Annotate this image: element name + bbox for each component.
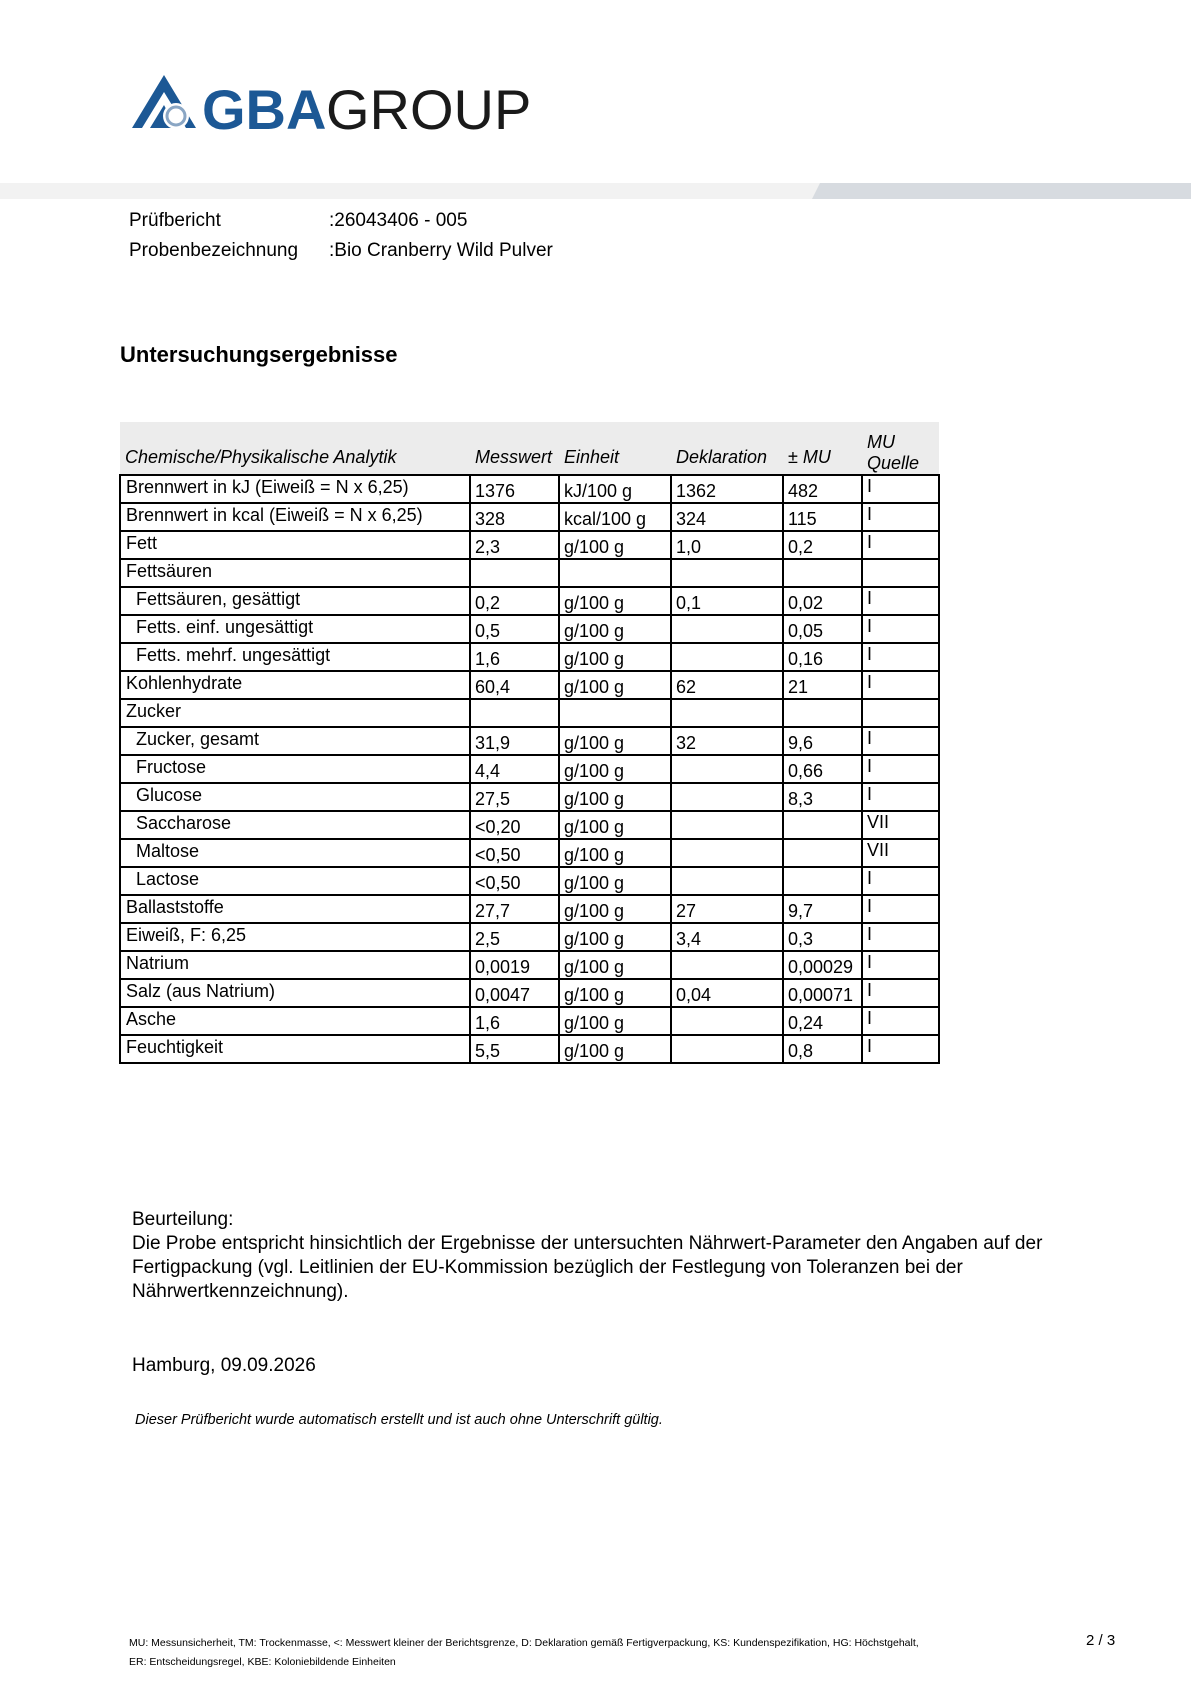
table-row	[120, 839, 939, 867]
mu-cell: 0,02	[783, 587, 862, 615]
parameter-cell: Fettsäuren	[120, 559, 470, 587]
declaration-cell	[671, 699, 783, 727]
company-logo	[130, 72, 570, 152]
mu-source-cell: I	[862, 1035, 939, 1063]
mu-cell: 0,05	[783, 615, 862, 643]
parameter-cell: Fettsäuren, gesättigt	[120, 587, 470, 615]
mu-source-cell: I	[862, 951, 939, 979]
mu-cell	[783, 699, 862, 727]
unit-cell	[559, 699, 671, 727]
unit-cell: g/100 g	[559, 727, 671, 755]
unit-cell: g/100 g	[559, 1035, 671, 1063]
measured-cell: 328	[470, 503, 559, 531]
declaration-cell	[671, 1035, 783, 1063]
measured-cell: 0,0019	[470, 951, 559, 979]
mu-source-cell: I	[862, 895, 939, 923]
auto-generated-note: Dieser Prüfbericht wurde automatisch erstellt und ist auch ohne Unterschrift gültig.	[135, 1412, 663, 1428]
measured-cell: 27,7	[470, 895, 559, 923]
footer-legend-line: ER: Entscheidungsregel, KBE: Koloniebildende Einheiten	[129, 1656, 396, 1668]
mu-source-cell: I	[862, 475, 939, 503]
measured-cell	[470, 699, 559, 727]
parameter-cell: Asche	[120, 1007, 470, 1035]
footer-legend-line: MU: Messunsicherheit, TM: Trockenmasse, <: Messwert kleiner der Berichtsgrenze, D: Deklaration gemäß Fertigverpackung, KS: Kundenspezifikation, HG: Höchstgehalt,	[129, 1637, 919, 1649]
parameter-cell: Feuchtigkeit	[120, 1035, 470, 1063]
sample-name-label: Probenbezeichnung	[129, 240, 299, 261]
table-row	[120, 699, 939, 727]
mu-source-cell: VII	[862, 839, 939, 867]
unit-cell: g/100 g	[559, 587, 671, 615]
unit-cell: g/100 g	[559, 615, 671, 643]
mu-cell: 0,8	[783, 1035, 862, 1063]
mu-cell: 0,2	[783, 531, 862, 559]
declaration-cell: 62	[671, 671, 783, 699]
declaration-cell	[671, 559, 783, 587]
measured-cell: 31,9	[470, 727, 559, 755]
mu-cell: 8,3	[783, 783, 862, 811]
declaration-cell	[671, 1007, 783, 1035]
parameter-cell: Salz (aus Natrium)	[120, 979, 470, 1007]
table-row	[120, 475, 939, 503]
header-parameter: Chemische/Physikalische Analytik	[120, 422, 470, 475]
parameter-cell: Natrium	[120, 951, 470, 979]
unit-cell: g/100 g	[559, 951, 671, 979]
report-number-value: :26043406 - 005	[329, 210, 468, 231]
table-row	[120, 643, 939, 671]
table-row	[120, 1035, 939, 1063]
parameter-cell: Glucose	[120, 783, 470, 811]
declaration-cell	[671, 811, 783, 839]
header-band	[0, 183, 1191, 199]
assessment-block	[132, 1208, 1082, 1304]
place-date: Hamburg, 09.09.2026	[132, 1355, 316, 1376]
declaration-cell: 27	[671, 895, 783, 923]
unit-cell: g/100 g	[559, 923, 671, 951]
table-row	[120, 867, 939, 895]
mu-cell: 0,24	[783, 1007, 862, 1035]
measured-cell: 1,6	[470, 1007, 559, 1035]
parameter-cell: Brennwert in kcal (Eiweiß = N x 6,25)	[120, 503, 470, 531]
mu-source-cell: I	[862, 755, 939, 783]
measured-cell: <0,50	[470, 867, 559, 895]
declaration-cell	[671, 783, 783, 811]
mu-source-cell: I	[862, 1007, 939, 1035]
table-row	[120, 895, 939, 923]
declaration-cell: 0,04	[671, 979, 783, 1007]
table-row	[120, 559, 939, 587]
unit-cell: g/100 g	[559, 671, 671, 699]
table-row	[120, 923, 939, 951]
measured-cell: <0,20	[470, 811, 559, 839]
mu-source-cell: VII	[862, 811, 939, 839]
mu-source-cell: I	[862, 531, 939, 559]
page-number: 2 / 3	[1086, 1632, 1116, 1649]
parameter-cell: Maltose	[120, 839, 470, 867]
parameter-cell: Lactose	[120, 867, 470, 895]
table-row	[120, 1007, 939, 1035]
measured-cell: 4,4	[470, 755, 559, 783]
unit-cell: g/100 g	[559, 1007, 671, 1035]
unit-cell: kJ/100 g	[559, 475, 671, 503]
mu-cell	[783, 811, 862, 839]
mu-source-cell	[862, 699, 939, 727]
table-row	[120, 671, 939, 699]
gba-triangle-logo-icon	[130, 72, 570, 152]
mu-source-cell: I	[862, 727, 939, 755]
measured-cell: 27,5	[470, 783, 559, 811]
mu-cell: 0,66	[783, 755, 862, 783]
declaration-cell: 3,4	[671, 923, 783, 951]
mu-cell	[783, 559, 862, 587]
assessment-text: Die Probe entspricht hinsichtlich der Ergebnisse der untersuchten Nährwert-Parameter den Angaben auf der Fertigpackung (vgl. Leitlinien der EU-Kommission bezüglich der Festlegung von Toleranzen bei der Nährwertkennzeichnung).	[132, 1233, 1043, 1302]
declaration-cell	[671, 755, 783, 783]
mu-cell: 115	[783, 503, 862, 531]
mu-source-cell: I	[862, 643, 939, 671]
unit-cell: g/100 g	[559, 531, 671, 559]
mu-cell: 21	[783, 671, 862, 699]
declaration-cell	[671, 615, 783, 643]
measured-cell: 0,2	[470, 587, 559, 615]
declaration-cell	[671, 951, 783, 979]
measured-cell: <0,50	[470, 839, 559, 867]
assessment-heading: Beurteilung:	[132, 1209, 234, 1230]
mu-cell: 0,16	[783, 643, 862, 671]
unit-cell: g/100 g	[559, 895, 671, 923]
mu-source-cell	[862, 559, 939, 587]
brand-name-bold: GBA	[202, 78, 327, 141]
mu-cell: 0,3	[783, 923, 862, 951]
parameter-cell: Kohlenhydrate	[120, 671, 470, 699]
header-mu-source: MU Quelle	[862, 422, 939, 475]
mu-source-cell: I	[862, 587, 939, 615]
mu-source-cell: I	[862, 783, 939, 811]
sample-name-value: :Bio Cranberry Wild Pulver	[329, 240, 553, 261]
header-declaration: Deklaration	[671, 422, 783, 475]
mu-source-cell: I	[862, 503, 939, 531]
header-mu: ± MU	[783, 422, 862, 475]
unit-cell: g/100 g	[559, 867, 671, 895]
unit-cell: g/100 g	[559, 755, 671, 783]
declaration-cell	[671, 643, 783, 671]
table-row	[120, 531, 939, 559]
mu-cell: 9,7	[783, 895, 862, 923]
report-number-label: Prüfbericht	[129, 210, 221, 231]
declaration-cell	[671, 839, 783, 867]
parameter-cell: Zucker	[120, 699, 470, 727]
declaration-cell: 32	[671, 727, 783, 755]
mu-cell: 482	[783, 475, 862, 503]
table-row	[120, 615, 939, 643]
declaration-cell: 1362	[671, 475, 783, 503]
parameter-cell: Saccharose	[120, 811, 470, 839]
table-row	[120, 755, 939, 783]
parameter-cell: Zucker, gesamt	[120, 727, 470, 755]
measured-cell: 0,5	[470, 615, 559, 643]
table-row	[120, 979, 939, 1007]
unit-cell: g/100 g	[559, 643, 671, 671]
table-row	[120, 727, 939, 755]
table-row	[120, 783, 939, 811]
measured-cell: 1,6	[470, 643, 559, 671]
unit-cell: g/100 g	[559, 783, 671, 811]
mu-cell	[783, 867, 862, 895]
unit-cell	[559, 559, 671, 587]
declaration-cell	[671, 867, 783, 895]
parameter-cell: Ballaststoffe	[120, 895, 470, 923]
mu-cell: 0,00029	[783, 951, 862, 979]
unit-cell: g/100 g	[559, 839, 671, 867]
section-title: Untersuchungsergebnisse	[120, 342, 398, 367]
table-row	[120, 811, 939, 839]
unit-cell: g/100 g	[559, 811, 671, 839]
mu-source-cell: I	[862, 671, 939, 699]
mu-cell	[783, 839, 862, 867]
results-table	[119, 422, 940, 1064]
header-unit: Einheit	[559, 422, 671, 475]
header-measured: Messwert	[470, 422, 559, 475]
measured-cell: 2,3	[470, 531, 559, 559]
mu-source-cell: I	[862, 615, 939, 643]
mu-cell: 9,6	[783, 727, 862, 755]
results-body	[120, 475, 939, 1063]
measured-cell	[470, 559, 559, 587]
declaration-cell: 0,1	[671, 587, 783, 615]
parameter-cell: Fetts. einf. ungesättigt	[120, 615, 470, 643]
parameter-cell: Brennwert in kJ (Eiweiß = N x 6,25)	[120, 475, 470, 503]
parameter-cell: Eiweiß, F: 6,25	[120, 923, 470, 951]
parameter-cell: Fett	[120, 531, 470, 559]
declaration-cell: 324	[671, 503, 783, 531]
table-header-row	[120, 422, 939, 475]
measured-cell: 1376	[470, 475, 559, 503]
mu-source-cell: I	[862, 923, 939, 951]
table-row	[120, 587, 939, 615]
mu-source-cell: I	[862, 867, 939, 895]
measured-cell: 5,5	[470, 1035, 559, 1063]
table-row	[120, 503, 939, 531]
measured-cell: 60,4	[470, 671, 559, 699]
mu-source-cell: I	[862, 979, 939, 1007]
measured-cell: 0,0047	[470, 979, 559, 1007]
footer-legend	[129, 1634, 999, 1672]
table-row	[120, 951, 939, 979]
declaration-cell: 1,0	[671, 531, 783, 559]
parameter-cell: Fetts. mehrf. ungesättigt	[120, 643, 470, 671]
brand-name-light: GROUP	[326, 78, 532, 141]
measured-cell: 2,5	[470, 923, 559, 951]
unit-cell: kcal/100 g	[559, 503, 671, 531]
parameter-cell: Fructose	[120, 755, 470, 783]
mu-cell: 0,00071	[783, 979, 862, 1007]
unit-cell: g/100 g	[559, 979, 671, 1007]
